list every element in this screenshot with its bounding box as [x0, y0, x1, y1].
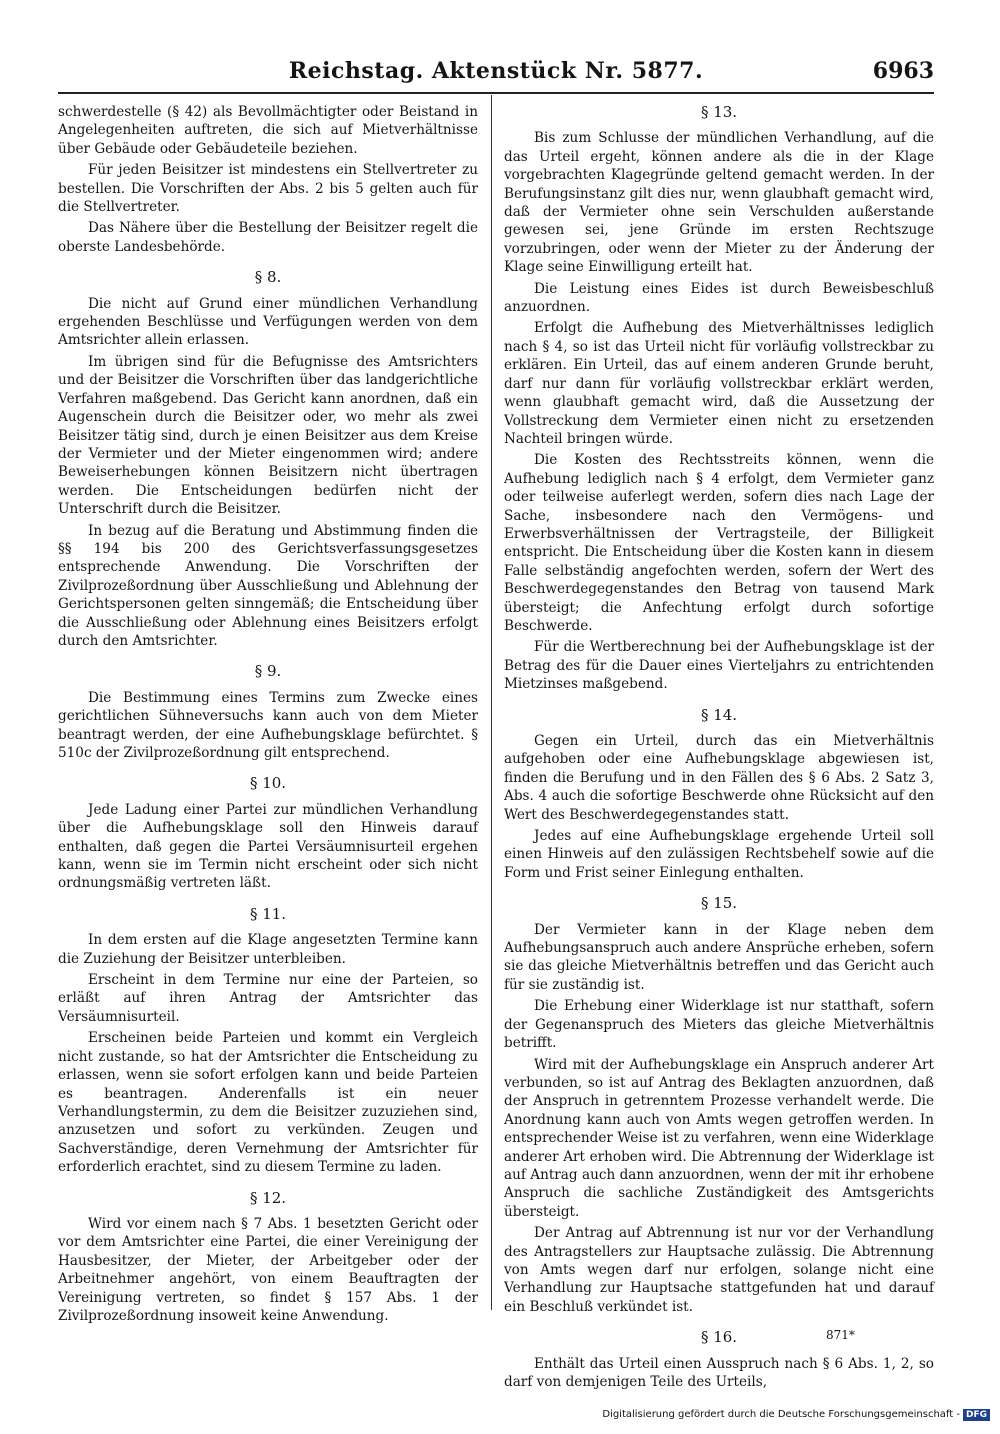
- paragraph: Bis zum Schlusse der mündlichen Verhandlung, auf die das Urteil ergeht, können andere als die in der Klage vorgebrachten Klagegründe geltend gemacht werden. In der Berufungsinstanz gilt dies nur, wenn glaubhaft gemacht wird, daß der Vermieter ohne sein Verschulden außerstande gewesen sei, jene Gründe im ersten Rechtszuge vorzubringen, oder wenn der Mieter zu der Änderung der Klage seine Einwilligung erteilt hat.: [504, 130, 934, 276]
- paragraph: Gegen ein Urteil, durch das ein Mietverhältnis aufgehoben oder eine Aufhebungsklage abgewiesen ist, finden die Berufung und in den Fällen des § 6 Abs. 2 Satz 3, Abs. 4 auch die sofortige Beschwerde ohne Rücksicht auf den Wert des Beschwerdegegenstandes statt.: [504, 733, 934, 823]
- paragraph: Die Kosten des Rechtsstreits können, wenn die Aufhebung lediglich nach § 4 erfolgt, dem Vermieter ganz oder teilweise auferlegt werden, sofern dies nach Lage der Sache, insbesondere nach den Vermögens- und Erwerbsverhältnissen der Vertragsteile, der Billigkeit entspricht. Die Entscheidung über die Kosten kann in diesem Falle selbständig angefochten werden, sofern der Wert des Beschwerdegegenstandes den Betrag von tausend Mark übersteigt; die Anfechtung erfolgt durch sofortige Beschwerde.: [504, 452, 934, 634]
- running-title: Reichstag. Aktenstück Nr. 5877.: [288, 58, 704, 84]
- paragraph: Wird vor einem nach § 7 Abs. 1 besetzten Gericht oder vor dem Amtsrichter eine Partei, die einer Vereinigung der Hausbesitzer, der Mieter, der Arbeitgeber oder der Arbeitnehmer angehört, von einem Beauftragten der Vereinigung vertreten, so findet § 157 Abs. 1 der Zivilprozeßordnung insoweit keine Anwendung.: [58, 1215, 478, 1324]
- paragraph: Jede Ladung einer Partei zur mündlichen Verhandlung über die Aufhebungsklage soll den Hinweis darauf enthalten, daß gegen die Partei Versäumnisurteil ergehen kann, wenn sie im Termin nicht erscheint oder sich nicht ordnungsmäßig vertreten läßt.: [58, 801, 478, 892]
- header-rule: [58, 92, 934, 94]
- paragraph: Wird mit der Aufhebungsklage ein Anspruch anderer Art verbunden, so ist auf Antrag des Beklagten anzuordnen, daß der Anspruch in getrenntem Prozesse verhandelt werde. Die Anordnung kann auch von Amts wegen getroffen werden. In entsprechender Weise ist zu verfahren, wenn eine Widerklage anderer Art erhoben wird. Die Abtrennung der Widerklage ist auf Antrag auch dann anzuordnen, wenn der mit ihr erhobene Anspruch die sachliche Zuständigkeit des Amtsgerichts übersteigt.: [504, 1056, 934, 1220]
- paragraph: Der Antrag auf Abtrennung ist nur vor der Verhandlung des Antragstellers zur Hauptsache zulässig. Die Abtrennung von Amts wegen darf nur erfolgen, solange nicht eine Verhandlung zur Hauptsache stattgefunden hat und darauf ein Beschluß verkündet ist.: [504, 1225, 934, 1315]
- section-heading-15: § 15.: [700, 894, 738, 913]
- folio-mark: 871*: [826, 1328, 855, 1342]
- section-heading-10: § 10.: [249, 774, 287, 793]
- paragraph: Das Nähere über die Bestellung der Beisitzer regelt die oberste Landesbehörde.: [58, 220, 478, 255]
- digitization-footer: [0, 1409, 990, 1421]
- section-heading-9: § 9.: [254, 662, 282, 681]
- paragraph: Für jeden Beisitzer ist mindestens ein Stellvertreter zu bestellen. Die Vorschriften der Abs. 2 bis 5 gelten auch für die Stellvertreter.: [58, 162, 478, 216]
- section-heading-14: § 14.: [700, 705, 738, 724]
- section-heading-11: § 11.: [249, 904, 287, 923]
- paragraph: Die Leistung eines Eides ist durch Beweisbeschluß anzuordnen.: [504, 280, 934, 316]
- page-number: 6963: [872, 58, 934, 84]
- paragraph: Erscheinen beide Parteien und kommt ein Vergleich nicht zustande, so hat der Amtsrichter die Entscheidung zu erlassen, wenn sie sofort erfolgen kann und beide Parteien es beantragen. Anderenfalls ist ein neuer Verhandlungstermin, zu dem die Beisitzer zuzuziehen sind, anzusetzen und sofort zu verkünden. Zeugen und Sachverständige, deren Vernehmung der Amtsrichter für erforderlich erachtet, sind zu diesem Termine zu laden.: [58, 1030, 478, 1176]
- section-heading-13: § 13.: [700, 103, 738, 121]
- paragraph: Enthält das Urteil einen Ausspruch nach § 6 Abs. 1, 2, so darf von demjenigen Teile des Urteils,: [504, 1355, 934, 1390]
- dfg-logo-icon: DFG: [963, 1409, 990, 1421]
- page-header: [58, 58, 934, 88]
- paragraph: Die Bestimmung eines Termins zum Zwecke eines gerichtlichen Sühneversuchs kann auch von dem Mieter beantragt werden, der eine Aufhebungsklage befürchtet. § 510c der Zivilprozeßordnung gilt entsprechend.: [58, 689, 478, 761]
- left-column: [58, 103, 478, 1328]
- paragraph: Erfolgt die Aufhebung des Mietverhältnisses lediglich nach § 4, so ist das Urteil nicht für vorläufig vollstreckbar zu erklären. Ein Urteil, das auf einem anderen Grunde beruht, darf nur dann für vorläufig vollstreckbar erklärt werden, wenn glaubhaft gemacht wird, daß die Aussetzung der Vollstreckung dem Vermieter einen nicht zu ersetzenden Nachteil bringen würde.: [504, 320, 934, 447]
- paragraph: schwerdestelle (§ 42) als Bevollmächtigter oder Beistand in Angelegenheiten auftreten, die sich auf Mietverhältnisse über Gebäude oder Gebäudeteile beziehen.: [58, 104, 478, 157]
- right-column: [504, 103, 934, 1394]
- column-divider: [491, 95, 492, 1310]
- paragraph: Die Erhebung einer Widerklage ist nur statthaft, sofern der Gegenanspruch des Mieters das gleiche Mietverhältnis betrifft.: [504, 998, 934, 1052]
- paragraph: Jedes auf eine Aufhebungsklage ergehende Urteil soll einen Hinweis auf den zulässigen Rechtsbehelf sowie auf die Form und Frist seiner Einlegung enthalten.: [504, 828, 934, 881]
- paragraph: Der Vermieter kann in der Klage neben dem Aufhebungsanspruch auch andere Ansprüche erheben, sofern sie das gleiche Mietverhältnis betreffen und das Gericht auch für sie zuständig ist.: [504, 921, 934, 993]
- paragraph: Die nicht auf Grund einer mündlichen Verhandlung ergehenden Beschlüsse und Verfügungen werden von dem Amtsrichter allein erlassen.: [58, 295, 478, 349]
- paragraph: Für die Wertberechnung bei der Aufhebungsklage ist der Betrag des für die Dauer eines Vierteljahrs zu entrichtenden Mietzinses maßgebend.: [504, 639, 934, 693]
- paragraph: In bezug auf die Beratung und Abstimmung finden die §§ 194 bis 200 des Gerichtsverfassungsgesetzes entsprechende Anwendung. Die Vorschriften der Zivilprozeßordnung über Ausschließung und Ablehnung der Gerichtspersonen gelten sinngemäß; die Entscheidung über die Ausschließung oder Ablehnung eines Beisitzers erfolgt durch den Amtsrichter.: [58, 522, 478, 649]
- section-heading-16: § 16.: [700, 1328, 738, 1347]
- footer-text: Digitalisierung gefördert durch die Deutsche Forschungsgemeinschaft -: [602, 1409, 960, 1420]
- section-heading-12: § 12.: [249, 1188, 287, 1207]
- section-heading-8: § 8.: [254, 268, 282, 287]
- paragraph: Erscheint in dem Termine nur eine der Parteien, so erläßt auf ihren Antrag der Amtsrichter das Versäumnisurteil.: [58, 972, 478, 1025]
- paragraph: In dem ersten auf die Klage angesetzten Termine kann die Zuziehung der Beisitzer unterbleiben.: [58, 932, 478, 967]
- paragraph: Im übrigen sind für die Befugnisse des Amtsrichters und der Beisitzer die Vorschriften über das landgerichtliche Verfahren maßgebend. Das Gericht kann anordnen, daß ein Augenschein durch die Beisitzer oder, wo mehr als zwei Beisitzer tätig sind, durch je einen Beisitzer aus dem Kreise der Vermieter und der Mieter eingenommen wird; andere Beweiserhebungen können Beisitzern nicht übertragen werden. Die Entscheidungen bedürfen nicht der Unterschrift durch die Beisitzer.: [58, 353, 478, 518]
